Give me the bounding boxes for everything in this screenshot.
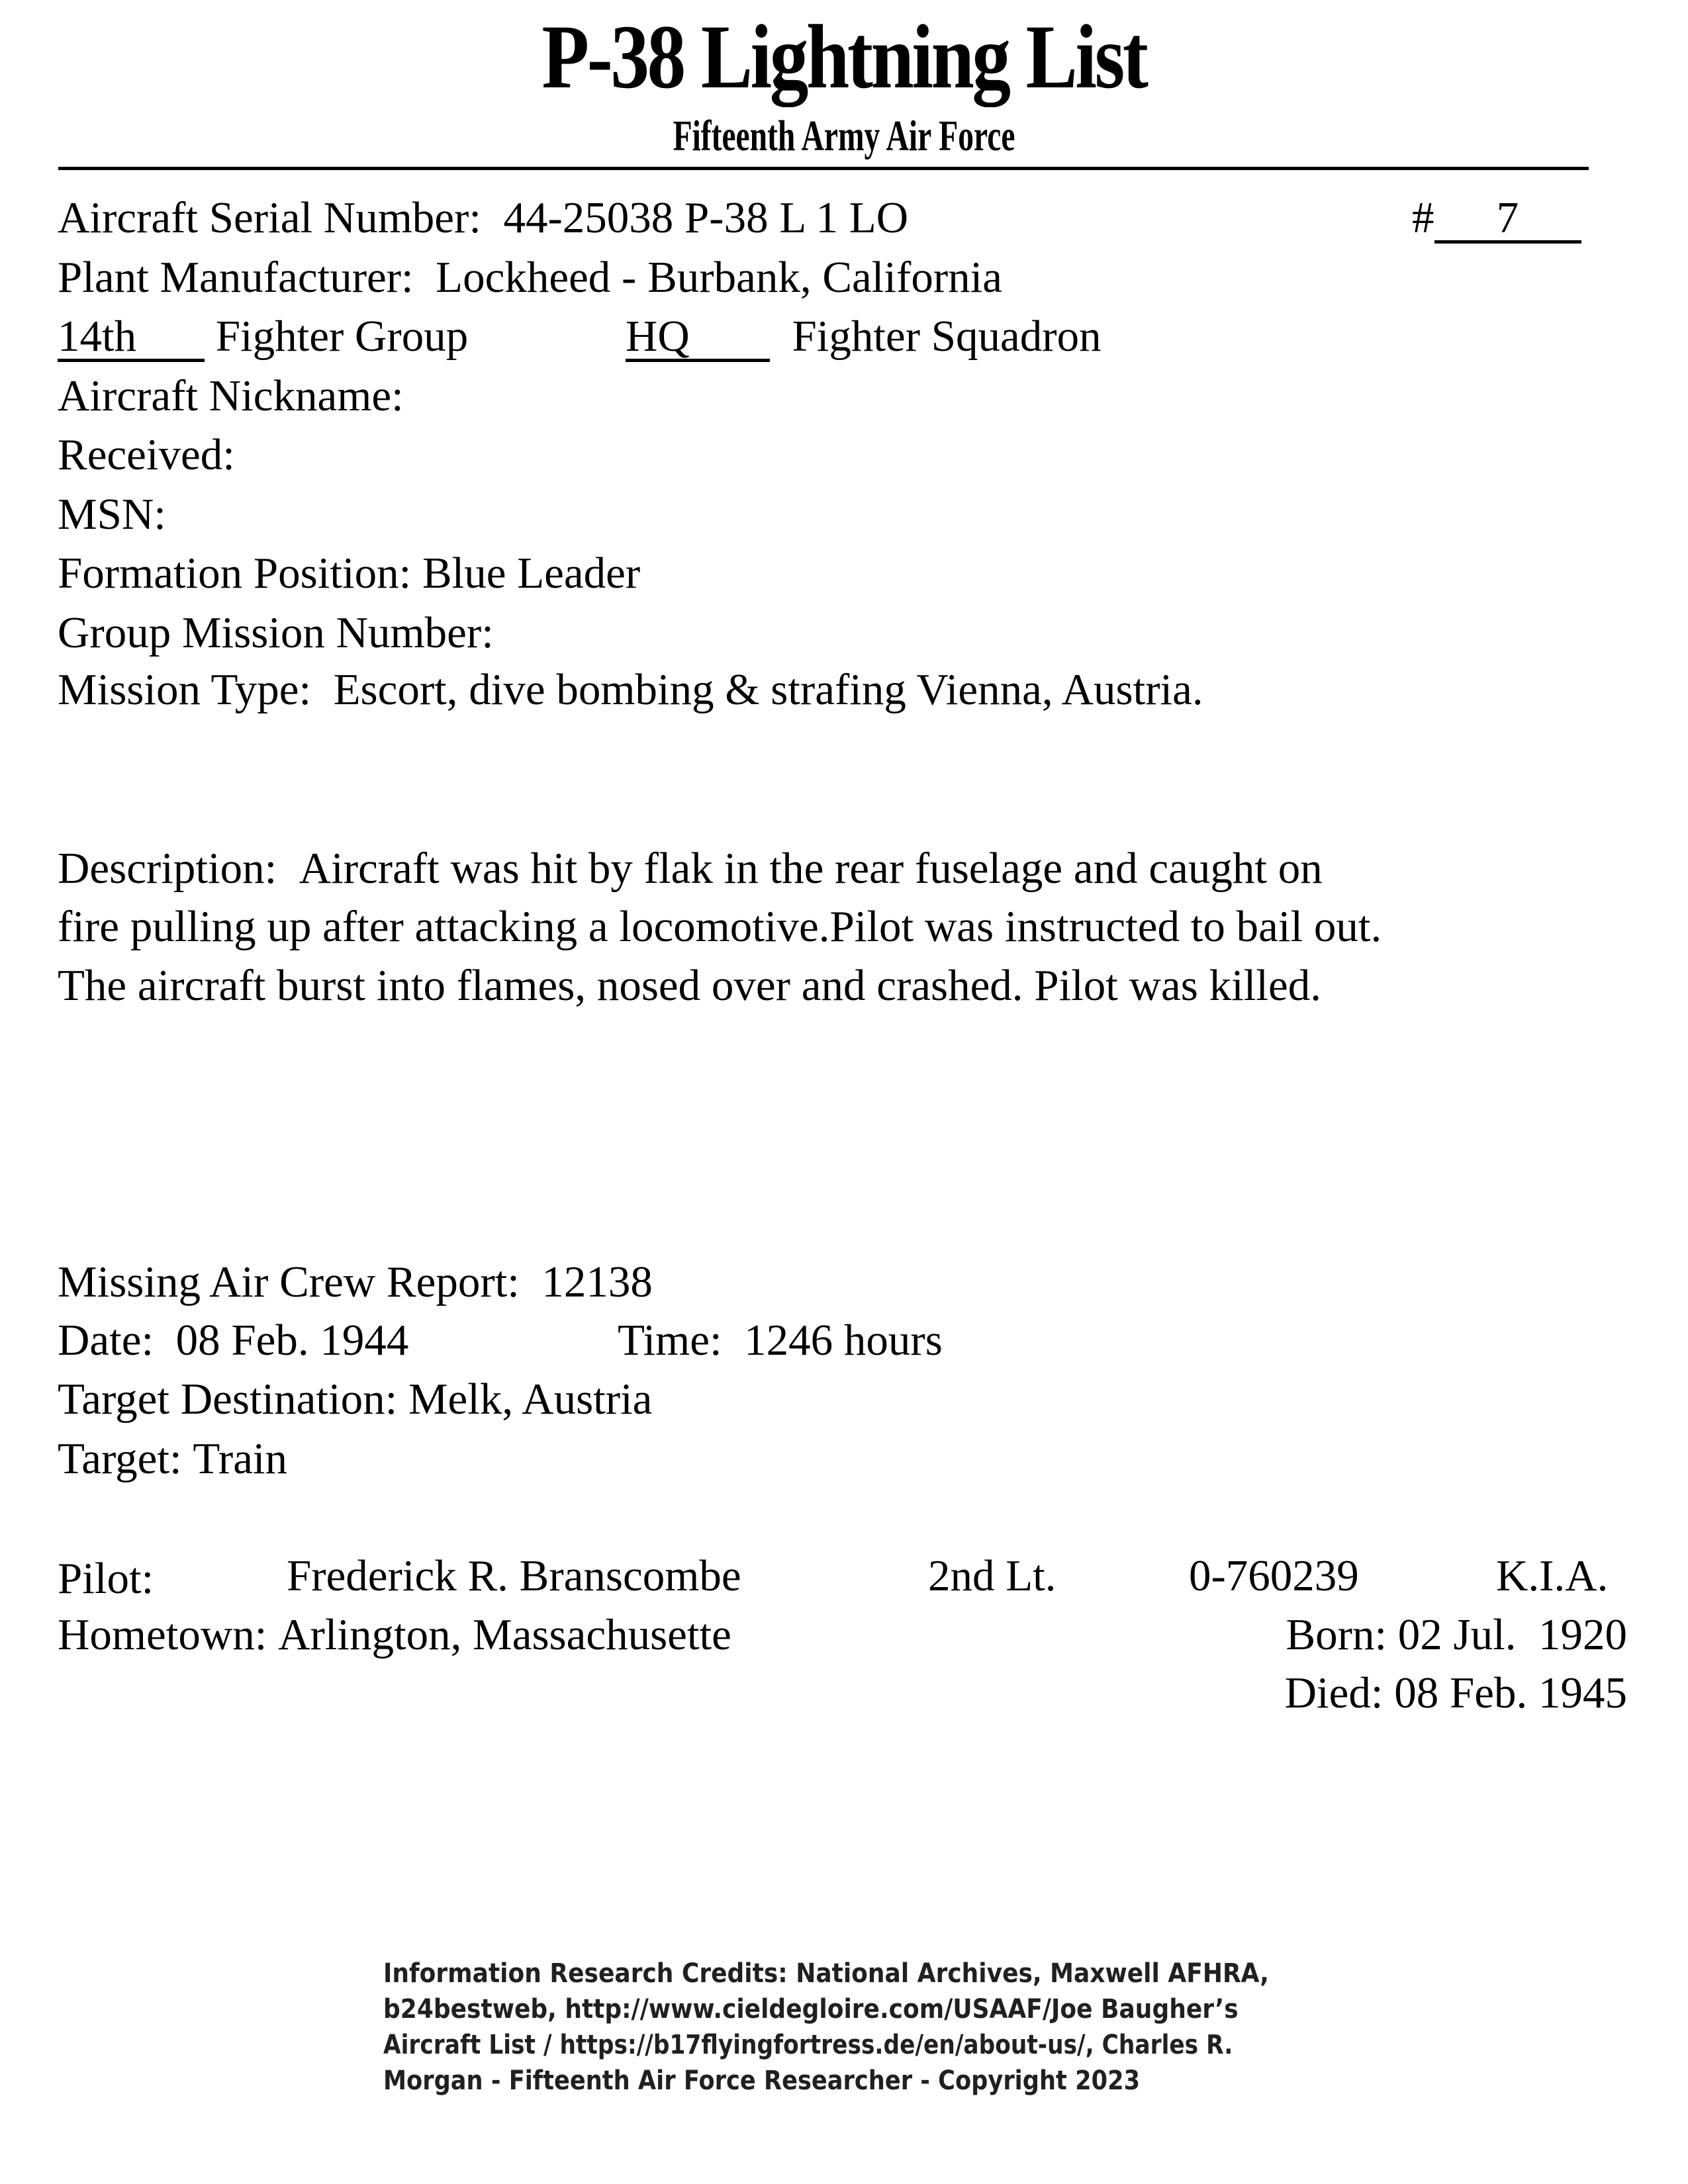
hometown-row [58,1610,731,1659]
hometown-value: Arlington, Massachusette [278,1610,731,1659]
description-label: Description: [58,844,277,893]
credits-line: b24bestweb, http://www.cieldegloire.com/USAAF/Joe Baugher’s [383,1994,1239,2025]
serial-row [58,193,909,242]
squadron-label: Fighter Squadron [792,312,1102,361]
description-line-3: The aircraft burst into flames, nosed over and crashed. Pilot was killed. [58,961,1321,1010]
group-value: 14th [58,314,205,362]
mission-type-label: Mission Type: [58,665,312,714]
pilot-rank: 2nd Lt. [928,1551,1056,1600]
serial-label: Aircraft Serial Number: [58,193,481,242]
mission-type-value: Escort, dive bombing & strafing Vienna, Austria. [333,665,1203,714]
mission-type-row [58,665,1203,714]
number-value: 7 [1434,196,1581,244]
aircraft-number [1412,193,1581,244]
target-row [58,1434,288,1483]
page-title: P-38 Lightning List [541,6,1147,107]
group-label: Fighter Group [215,312,469,361]
target-destination-value: Melk, Austria [408,1375,653,1424]
hometown-label: Hometown: [58,1610,267,1659]
page-subtitle: Fifteenth Army Air Force [673,112,1015,160]
formation-row [58,551,640,596]
macr-value: 12138 [541,1257,653,1306]
target-value: Train [193,1434,288,1483]
group-mission-label: Group Mission Number: [58,608,494,657]
target-label: Target: [58,1434,182,1483]
date-row [58,1318,408,1363]
manufacturer-label: Plant Manufacturer: [58,253,414,302]
credits-line: Morgan - Fifteenth Air Force Researcher - Copyright 2023 [383,2066,1141,2096]
macr-label: Missing Air Crew Report: [58,1257,520,1306]
squadron-row [626,314,1102,362]
time-row [618,1318,943,1363]
date-value: 08 Feb. 1944 [175,1316,409,1365]
manufacturer-row [58,255,1002,300]
group-row [58,314,468,362]
description-line-2: fire pulling up after attacking a locomotive.Pilot was instructed to bail out. [58,902,1382,951]
research-credits [383,1956,1371,2099]
squadron-value: HQ [626,314,770,362]
pilot-born: Born: 02 Jul. 1920 [1286,1610,1627,1659]
target-destination-label: Target Destination: [58,1375,398,1424]
pilot-died: Died: 08 Feb. 1945 [1284,1668,1627,1717]
pilot-name: Frederick R. Branscombe [287,1551,741,1600]
formation-label: Formation Position: [58,549,412,598]
received-label: Received: [58,430,235,479]
pilot-status: K.I.A. [1496,1551,1609,1600]
target-destination-row [58,1377,652,1422]
description-line-1 [58,846,1323,891]
credits-line: Information Research Credits: National Archives, Maxwell AFHRA, [383,1958,1269,1989]
formation-value: Blue Leader [422,549,641,598]
pilot-serial: 0-760239 [1189,1551,1359,1600]
msn-label: MSN: [58,490,166,539]
time-label: Time: [618,1316,722,1365]
time-value: 1246 hours [744,1316,943,1365]
macr-row [58,1257,653,1306]
header-divider [58,167,1589,170]
manufacturer-value: Lockheed - Burbank, California [436,253,1002,302]
description-text: Aircraft was hit by flak in the rear fuselage and caught on [299,844,1323,893]
date-label: Date: [58,1316,154,1365]
nickname-label: Aircraft Nickname: [58,371,404,420]
number-label: # [1412,193,1434,242]
credits-line: Aircraft List / https://b17flyingfortress.de/en/about-us/, Charles R. [383,2030,1233,2060]
pilot-label: Pilot: [58,1554,154,1603]
serial-value: 44-25038 P-38 L 1 LO [503,193,909,242]
